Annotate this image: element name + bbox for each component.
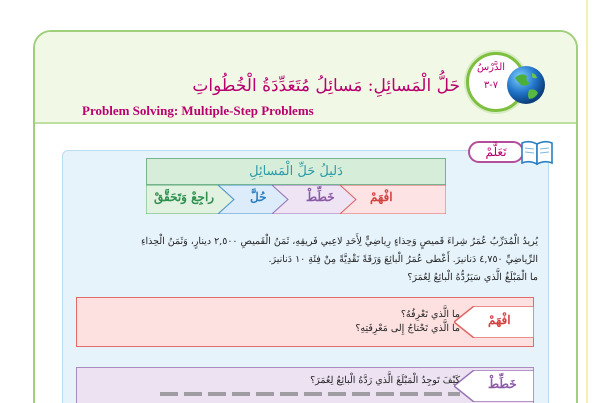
problem-line-2: الرِّياضِيِّ ٤,٧٥٠ دَنانيرَ. أَعْطى عُمَرُ الْبائِعَ وَرَقَةً نَقْدِيَّةً مِنْ فِئَةِ ١٠ دَنانيرَ. (268, 254, 538, 265)
step-solve-label: حُلَّ (250, 190, 267, 204)
open-book-icon (520, 138, 554, 166)
learn-tab-label: تَعَلَّمْ (468, 141, 524, 163)
plan-question: كَيْفَ تَوجِدُ الْمَبْلَغَ الَّذي رَدَّهُ الْبائِعُ لِعُمَرَ؟ (310, 375, 460, 386)
globe-icon (505, 64, 547, 106)
plan-next-line-cut (160, 392, 460, 396)
page-side-rule (586, 0, 588, 403)
step-understand-arrow (340, 185, 446, 214)
understand-questions (200, 308, 460, 336)
understand-question-known: ما الَّذي تَعْرِفُهُ؟ (400, 309, 460, 320)
understand-tag-label: افْهَمْ (488, 313, 511, 327)
lesson-title-english: Problem Solving: Multiple-Step Problems (82, 103, 314, 118)
problem-line-1: يُريدُ الْمُدَرِّبُ عُمَرُ شِراءَ قَميصٍ وَحِذاءٍ رِياضِيٍّ لِأَحَدِ لاعِبي فَريقِهِ، ثَمَنُ الْقَميصِ ٢,٥٠٠ دينارٍ، وَثَمَنُ الْحِذاءِ (141, 236, 538, 247)
plan-tag-label: خَطِّطْ (488, 377, 517, 391)
step-check-label: راجِعْ وَتَحَقَّقْ (154, 190, 215, 204)
lesson-title-arabic: حَلُّ الْمَسائِلِ: مَسائِلُ مُتَعَدِّدَةُ الْخُطُواتِ (192, 76, 460, 96)
problem-question: ما الْمَبْلَغُ الَّذي سَيَرُدُّهُ الْبائِعُ لِعُمَرَ؟ (407, 272, 538, 283)
understand-question-needed: ما الَّذي تَحْتاجُ إِلى مَعْرِفَتِهِ؟ (355, 323, 460, 334)
lesson-badge-label: الدَّرْسُ (476, 62, 506, 73)
problem-solving-guide-title: دَليلُ حَلِّ الْمَسائِلِ (146, 158, 446, 185)
step-plan-label: خَطِّطْ (306, 190, 335, 204)
lesson-badge-number: ٧-٣ (483, 80, 499, 91)
step-understand-label: افْهَمْ (370, 190, 393, 204)
